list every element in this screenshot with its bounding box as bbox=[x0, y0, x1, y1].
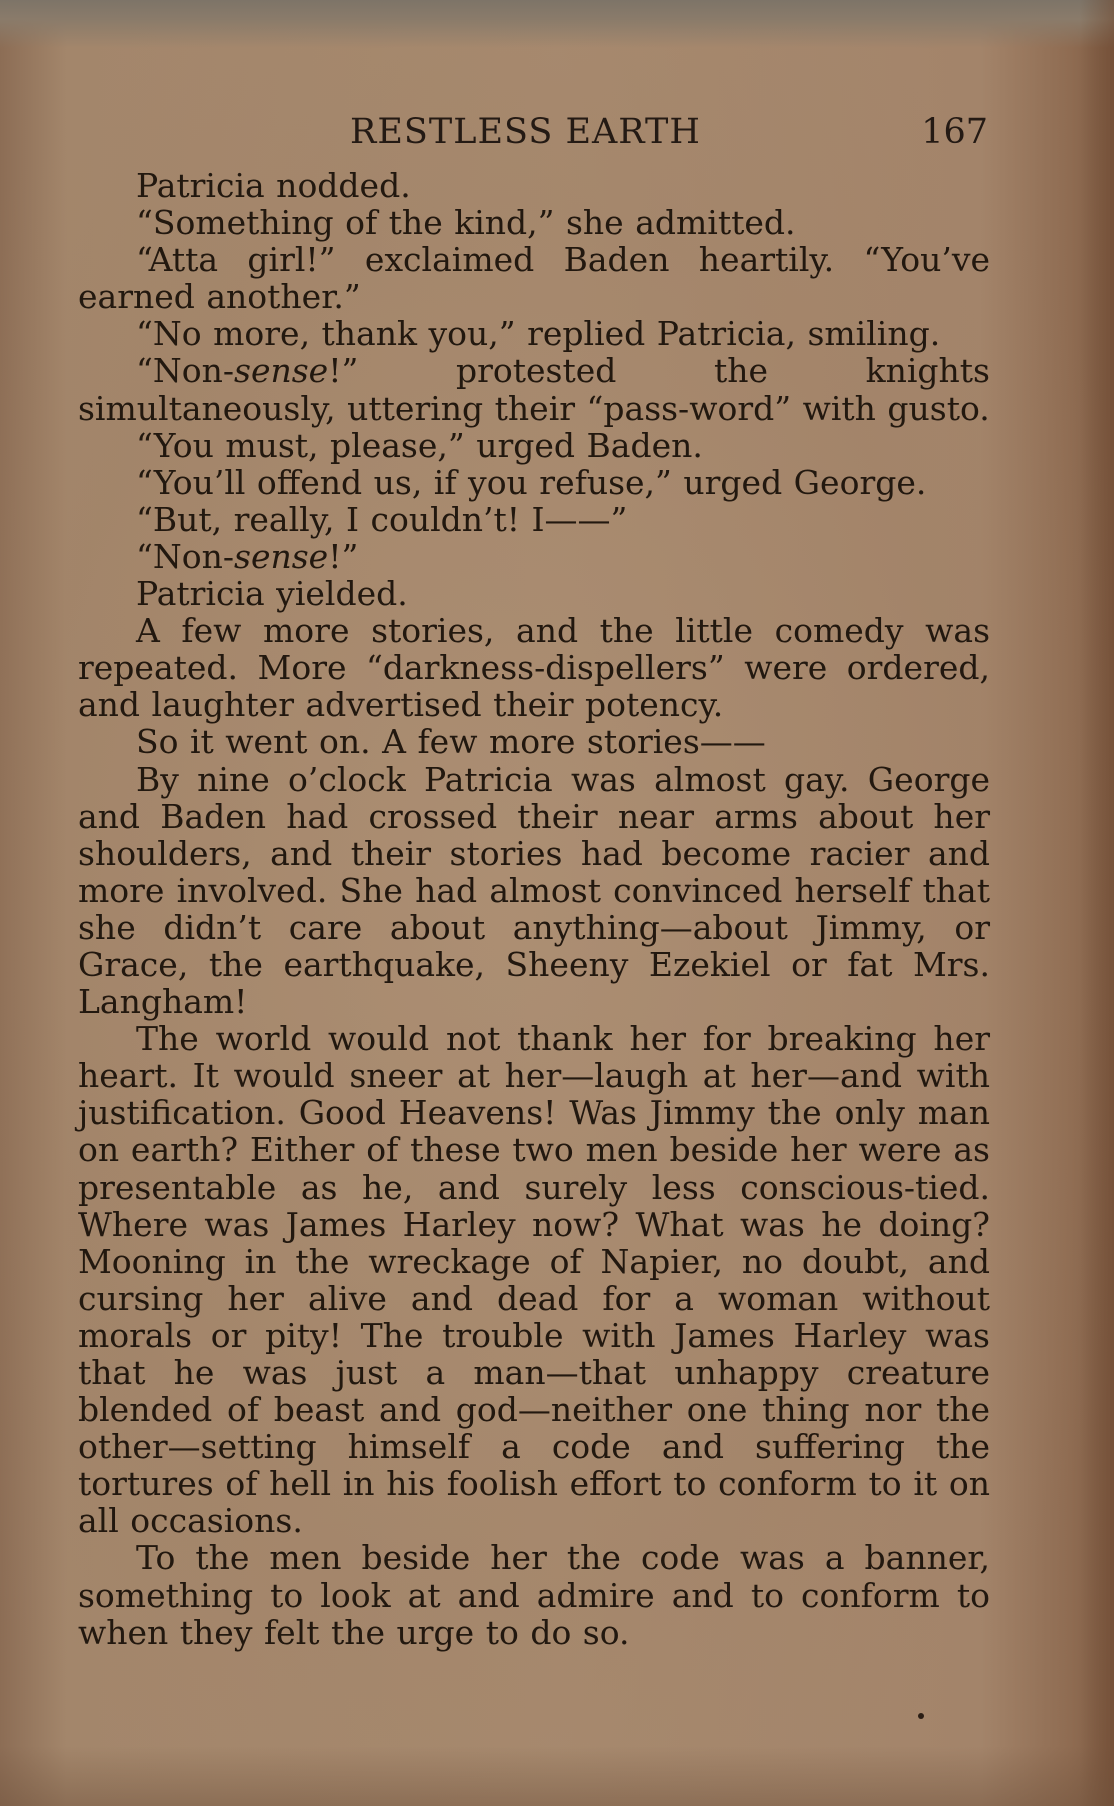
paper-speck bbox=[918, 1713, 924, 1719]
paragraph-text: !” bbox=[328, 536, 359, 576]
paragraph-text: “Non- bbox=[136, 351, 235, 391]
paragraph: “But, really, I couldn’t! I——” bbox=[136, 499, 628, 539]
paragraph: “Atta girl!” exclaimed Baden heartily. “You’ve earned another.” bbox=[78, 240, 990, 317]
paragraph: Patricia yielded. bbox=[136, 574, 408, 614]
paragraph: So it went on. A few more stories—— bbox=[136, 722, 766, 762]
paragraph: “Something of the kind,” she admitted. bbox=[136, 203, 796, 243]
running-title: RESTLESS EARTH bbox=[350, 112, 701, 152]
paragraph: “You’ll offend us, if you refuse,” urged George. bbox=[136, 462, 927, 502]
page-bottom-edge bbox=[0, 1746, 1114, 1806]
body-text bbox=[78, 167, 990, 1651]
paragraph: A few more stories, and the little comedy was repeated. More “darkness-dispellers” were ordered, and laughter advertised their potency. bbox=[78, 611, 990, 725]
page-header bbox=[80, 112, 988, 152]
page-top-edge bbox=[0, 0, 1114, 48]
paragraph: “You must, please,” urged Baden. bbox=[136, 425, 703, 465]
page-number: 167 bbox=[921, 112, 988, 152]
paragraph: The world would not thank her for breaking her heart. It would sneer at her—laugh at her—and with justification. Good Heavens! Was Jimmy the only man on earth? Either of these two men beside her were as presentable as he, and surely less conscious-tied. Where was James Harley now? What was he doing? Mooning in the wreckage of Napier, no doubt, and cursing her alive and dead for a woman without morals or pity! The trouble with James Harley was that he was just a man—that unhappy creature blended of beast and god—neither one thing nor the other—setting himself a code and suffering the tortures of hell in his foolish effort to conform to it on all occasions. bbox=[78, 1019, 990, 1541]
paragraph bbox=[78, 538, 990, 575]
paragraph: To the men beside her the code was a banner, something to look at and admire and to conform to when they felt the urge to do so. bbox=[78, 1538, 990, 1652]
paragraph-text: !” protested the knights simultaneously, uttering their “pass-word” with gusto. bbox=[78, 351, 990, 428]
italic-text: sense bbox=[234, 536, 329, 576]
page-right-edge bbox=[1080, 0, 1114, 1806]
paragraph bbox=[78, 352, 990, 426]
paragraph: “No more, thank you,” replied Patricia, smiling. bbox=[136, 314, 941, 354]
paragraph: Patricia nodded. bbox=[136, 166, 411, 205]
italic-text: sense bbox=[234, 351, 329, 391]
paragraph: By nine o’clock Patricia was almost gay. George and Baden had crossed their near arms about her shoulders, and their stories had become racier and more involved. She had almost convinced herself that she didn’t care about anything—about Jimmy, or Grace, the earthquake, Sheeny Ezekiel or fat Mrs. Langham! bbox=[78, 759, 990, 1022]
paragraph-text: “Non- bbox=[136, 536, 235, 576]
